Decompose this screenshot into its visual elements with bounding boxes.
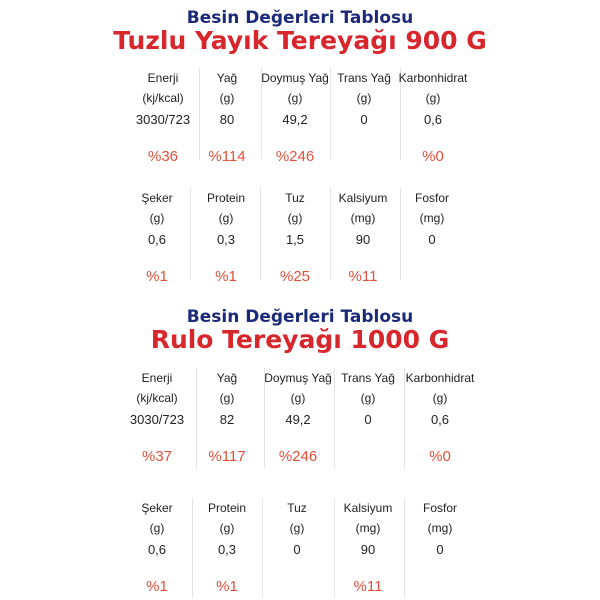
nutrient-name: Protein bbox=[207, 501, 247, 515]
nutrient-unit: (g) bbox=[287, 91, 303, 105]
nutrient-name: Şeker bbox=[141, 501, 173, 515]
nutrient-name: Yağ bbox=[216, 71, 238, 85]
nutrient-value: 0,6 bbox=[430, 412, 450, 427]
nutrient-value: 3030/723 bbox=[129, 412, 185, 427]
nutrient-salt bbox=[262, 498, 332, 600]
product-name: Rulo Tereyağı 1000 G bbox=[150, 325, 450, 354]
nutrient-name: Protein bbox=[206, 191, 246, 205]
nutrient-value: 90 bbox=[355, 232, 371, 247]
nutrient-unit: (g) bbox=[149, 211, 165, 225]
nutrient-unit: (mg) bbox=[427, 521, 453, 535]
nutrient-name: Tuz bbox=[285, 191, 305, 205]
nutrient-name: Doymuş Yağ bbox=[264, 371, 332, 385]
nutrient-unit: (g) bbox=[425, 91, 441, 105]
nutrient-percent: %0 bbox=[422, 148, 444, 165]
table-heading: Besin Değerleri Tablosu bbox=[186, 307, 414, 327]
nutrient-percent: %117 bbox=[208, 448, 246, 465]
nutrient-percent: %1 bbox=[146, 268, 168, 285]
nutrient-sugar bbox=[122, 498, 192, 600]
nutrient-phosphorus bbox=[397, 188, 467, 290]
nutrient-value: 0,3 bbox=[217, 542, 237, 557]
nutrient-salt bbox=[260, 188, 330, 290]
nutrient-value: 82 bbox=[219, 412, 235, 427]
nutrient-name: Trans Yağ bbox=[337, 71, 391, 85]
nutrient-sugar bbox=[122, 188, 192, 290]
nutrient-value: 49,2 bbox=[282, 112, 308, 127]
nutrient-unit: (g) bbox=[219, 391, 235, 405]
nutrient-unit: (g) bbox=[290, 391, 306, 405]
nutrient-calcium bbox=[333, 498, 403, 600]
nutrient-name: Yağ bbox=[216, 371, 238, 385]
nutrient-value: 90 bbox=[360, 542, 376, 557]
nutrient-energy bbox=[122, 368, 192, 470]
nutrient-calcium bbox=[328, 188, 398, 290]
nutrient-name: Enerji bbox=[147, 71, 179, 85]
nutrient-percent bbox=[262, 574, 332, 600]
nutrient-percent: %25 bbox=[279, 268, 311, 285]
table-heading: Besin Değerleri Tablosu bbox=[186, 8, 414, 28]
nutrient-value: 0,6 bbox=[423, 112, 443, 127]
nutrient-unit: (g) bbox=[219, 521, 235, 535]
nutrient-trans-fat bbox=[329, 68, 399, 170]
nutrient-fat bbox=[192, 68, 262, 170]
nutrient-value: 49,2 bbox=[285, 412, 311, 427]
nutrient-value: 0 bbox=[436, 542, 444, 557]
nutrient-carbohydrate bbox=[405, 368, 475, 470]
nutrient-name: Trans Yağ bbox=[341, 371, 395, 385]
nutrient-unit: (g) bbox=[356, 91, 372, 105]
nutrient-percent: %1 bbox=[146, 578, 168, 595]
nutrient-unit: (g) bbox=[432, 391, 448, 405]
nutrient-percent: %1 bbox=[215, 268, 237, 285]
nutrient-value: 0,3 bbox=[216, 232, 236, 247]
nutrient-unit: (g) bbox=[219, 91, 235, 105]
nutrient-percent: %1 bbox=[216, 578, 238, 595]
nutrient-name: Karbonhidrat bbox=[398, 71, 468, 85]
nutrient-name: Doymuş Yağ bbox=[261, 71, 329, 85]
nutrient-percent: %114 bbox=[208, 148, 246, 165]
nutrient-saturated-fat bbox=[263, 368, 333, 470]
nutrient-name: Kalsiyum bbox=[343, 501, 393, 515]
nutrient-unit: (g) bbox=[218, 211, 234, 225]
nutrient-value: 0 bbox=[293, 542, 301, 557]
nutrient-value: 0 bbox=[428, 232, 436, 247]
nutrient-value: 0,6 bbox=[147, 542, 167, 557]
nutrient-unit: (mg) bbox=[419, 211, 445, 225]
nutrient-name: Kalsiyum bbox=[338, 191, 388, 205]
nutrient-percent bbox=[397, 264, 467, 290]
nutrient-name: Fosfor bbox=[422, 501, 457, 515]
nutrient-percent: %246 bbox=[275, 148, 315, 165]
nutrient-name: Fosfor bbox=[414, 191, 449, 205]
nutrient-percent bbox=[405, 574, 475, 600]
nutrient-percent: %11 bbox=[348, 268, 378, 285]
nutrient-protein bbox=[192, 498, 262, 600]
product-name: Tuzlu Yayık Tereyağı 900 G bbox=[113, 26, 487, 55]
nutrient-protein bbox=[191, 188, 261, 290]
nutrient-value: 1,5 bbox=[285, 232, 305, 247]
nutrient-name: Şeker bbox=[141, 191, 173, 205]
nutrient-unit: (g) bbox=[149, 521, 165, 535]
nutrient-name: Karbonhidrat bbox=[405, 371, 475, 385]
nutrient-percent: %36 bbox=[147, 148, 179, 165]
nutrient-unit: (kj/kcal) bbox=[136, 391, 178, 405]
nutrient-saturated-fat bbox=[260, 68, 330, 170]
nutrient-percent: %37 bbox=[141, 448, 173, 465]
nutrient-percent: %0 bbox=[429, 448, 451, 465]
nutrient-percent: %11 bbox=[353, 578, 383, 595]
nutrient-name: Tuz bbox=[287, 501, 307, 515]
nutrient-percent bbox=[333, 444, 403, 470]
nutrient-carbohydrate bbox=[398, 68, 468, 170]
nutrient-phosphorus bbox=[405, 498, 475, 600]
nutrient-unit: (mg) bbox=[355, 521, 381, 535]
nutrient-value: 0 bbox=[364, 412, 372, 427]
nutrient-fat bbox=[192, 368, 262, 470]
nutrient-unit: (mg) bbox=[350, 211, 376, 225]
nutrient-energy bbox=[128, 68, 198, 170]
nutrient-unit: (g) bbox=[360, 391, 376, 405]
nutrient-percent: %246 bbox=[278, 448, 318, 465]
nutrient-value: 80 bbox=[219, 112, 235, 127]
nutrient-percent bbox=[329, 144, 399, 170]
nutrient-unit: (kj/kcal) bbox=[142, 91, 184, 105]
nutrient-name: Enerji bbox=[141, 371, 173, 385]
nutrient-value: 0,6 bbox=[147, 232, 167, 247]
nutrient-value: 0 bbox=[360, 112, 368, 127]
nutrient-trans-fat bbox=[333, 368, 403, 470]
nutrient-unit: (g) bbox=[289, 521, 305, 535]
nutrient-value: 3030/723 bbox=[135, 112, 191, 127]
nutrient-unit: (g) bbox=[287, 211, 303, 225]
